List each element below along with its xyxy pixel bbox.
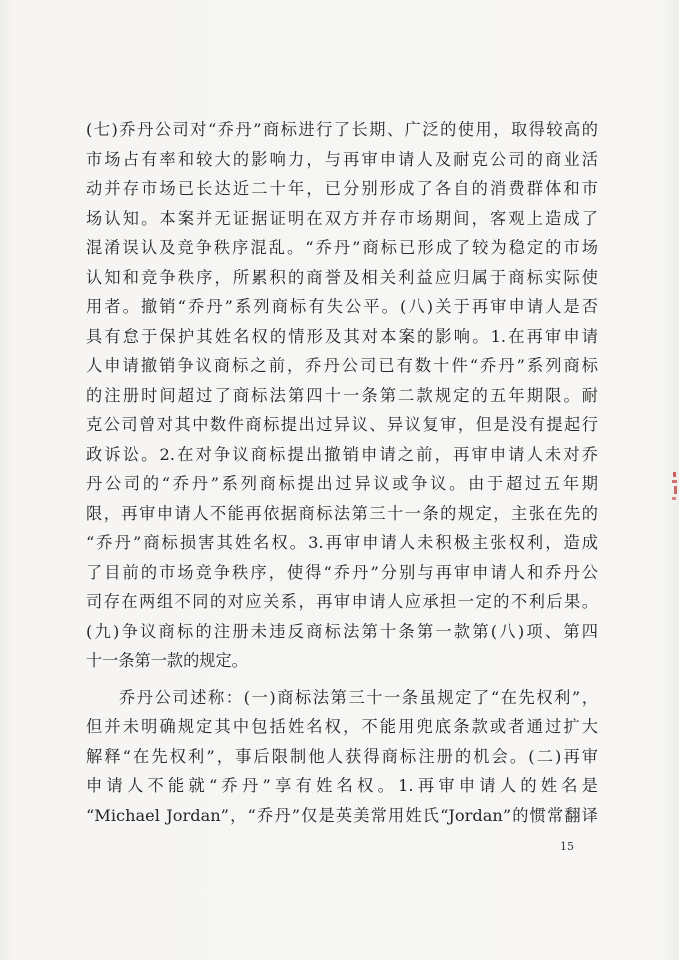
text-line: 的注册时间超过了商标法第四十一条第二款规定的五年期限。耐 (86, 385, 598, 405)
text-line: 了目前的市场竞争秩序，使得“乔丹”分别与再审申请人和乔丹公 (86, 562, 598, 582)
text-line: 场认知。本案并无证据证明在双方并存市场期间，客观上造成了 (86, 208, 598, 228)
text-line: 乔丹公司述称：(一)商标法第三十一条虽规定了“在先权利”， (119, 687, 598, 707)
text-line: 丹公司的“乔丹”系列商标提出过异议或争议。由于超过五年期 (86, 474, 598, 493)
text-line: 用者。撤销“乔丹”系列商标有失公平。(八)关于再审申请人是否 (86, 297, 598, 316)
text-line: 认知和竞争秩序，所累积的商誉及相关利益应归属于商标实际使 (86, 267, 598, 287)
text-line: 人申请撤销争议商标之前，乔丹公司已有数十件“乔丹”系列商标 (86, 356, 598, 375)
body-text (86, 115, 598, 830)
text-line: 混淆误认及竞争秩序混乱。“乔丹”商标已形成了较为稳定的市场 (86, 238, 598, 257)
text-line: 十一条第一款的规定。 (86, 651, 248, 670)
page-number: 15 (560, 840, 574, 853)
text-line: “Michael Jordan”，“乔丹”仅是英美常用姓氏“Jordan”的惯常翻译 (86, 805, 598, 825)
text-line: (七)乔丹公司对“乔丹”商标进行了长期、广泛的使用，取得较高的 (86, 120, 598, 139)
text-line: 动并存市场已长达近二十年，已分别形成了各自的消费群体和市 (86, 179, 598, 198)
text-line: 司存在两组不同的对应关系，再审申请人应承担一定的不利后果。 (86, 592, 598, 611)
text-line: (九)争议商标的注册未违反商标法第十条第一款第(八)项、第四 (86, 621, 598, 641)
text-line: 市场占有率和较大的影响力，与再审申请人及耐克公司的商业活 (86, 149, 598, 169)
text-line: 克公司曾对其中数件商标提出过异议、异议复审，但是没有提起行 (86, 415, 598, 434)
text-line: “乔丹”商标损害其姓名权。3.再审申请人未积极主张权利，造成 (86, 533, 598, 552)
seal-edge-mark (670, 470, 679, 504)
text-line: 限，再审申请人不能再依据商标法第三十一条的规定，主张在先的 (86, 503, 598, 523)
text-line: 解释“在先权利”，事后限制他人获得商标注册的机会。(二)再审 (86, 746, 598, 766)
text-line: 但并未明确规定其中包括姓名权，不能用兜底条款或者通过扩大 (86, 717, 598, 736)
text-line: 申请人不能就“乔丹”享有姓名权。1.再审申请人的姓名是 (86, 776, 598, 795)
text-line: 政诉讼。2.在对争议商标提出撤销申请之前，再审申请人未对乔 (86, 444, 598, 464)
text-line: 具有怠于保护其姓名权的情形及其对本案的影响。1.在再审申请 (86, 326, 598, 346)
